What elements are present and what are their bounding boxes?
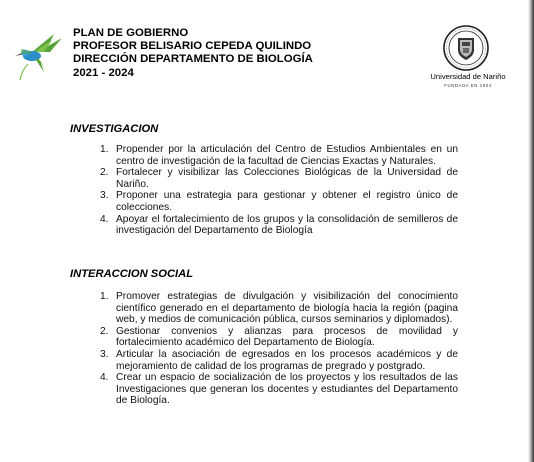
header-line: 2021 - 2024	[73, 66, 134, 79]
document-header	[73, 27, 313, 80]
hummingbird-icon	[14, 30, 66, 82]
header-line: DIRECCIÓN DEPARTAMENTO DE BIOLOGÍA	[73, 53, 313, 66]
page-edge-shadow	[528, 0, 534, 462]
list-item: 3. Articular la asociación de egresados en los procesos académicos y de mejoramiento de calidad de los programas de pregrado y postgrado.	[100, 348, 458, 372]
list-item: 3. Proponer una estrategia para gestionar y obtener el registro único de colecciones.	[100, 190, 458, 213]
biology-logo	[14, 30, 66, 82]
section-title-investigacion: INVESTIGACION	[70, 123, 159, 135]
biology-logo-text: Bio	[21, 50, 31, 56]
interaccion-social-list	[96, 291, 458, 407]
list-item: 2. Fortalecer y visibilizar las Colecciones Biológicas de la Universidad de Nariño.	[100, 167, 458, 190]
list-item: 1. Promover estrategias de divulgación y visibilización del conocimiento científico generado en el departamento de biología hacia la región (pagina web, y medios de comunicación pública, cursos seminarios y diplomados).	[100, 291, 458, 326]
section-title-interaccion-social: INTERACCION SOCIAL	[70, 268, 194, 280]
list-item: 4. Apoyar el fortalecimiento de los grupos y la consolidación de semilleros de investigación del Departamento de Biología	[100, 213, 458, 237]
university-name: Universidad de Nariño	[430, 72, 506, 81]
list-item: 2. Gestionar convenios y alianzas para procesos de movilidad y fortalecimiento académico del Departamento de Biología.	[100, 325, 458, 349]
list-item: 4. Crear un espacio de socialización de los proyectos y los resultados de las Investigaciones que generan los docentes y estudiantes del Departamento de Biología.	[100, 372, 458, 407]
investigacion-list	[96, 144, 458, 237]
header-line: PLAN DE GOBIERNO	[73, 27, 189, 39]
header-line: PROFESOR BELISARIO CEPEDA QUILINDO	[73, 40, 312, 53]
list-item: 1. Propender por la articulación del Centro de Estudios Ambientales en un centro de investigación de la facultad de Ciencias Exactas y Naturales.	[100, 144, 458, 167]
university-founded: FUNDADA EN 1904	[444, 83, 492, 88]
